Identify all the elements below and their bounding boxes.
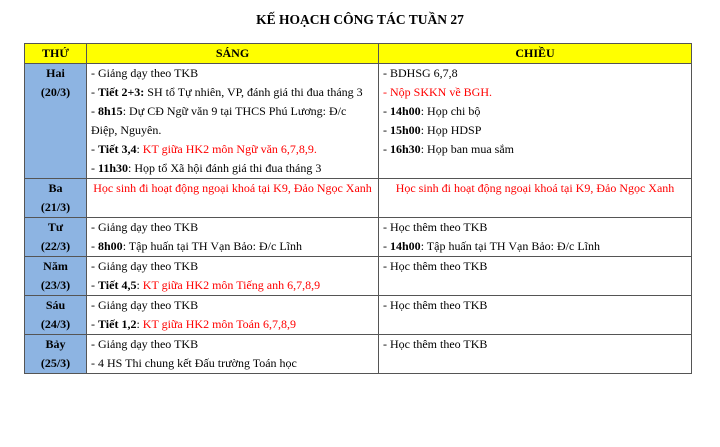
day-cell bbox=[25, 296, 87, 335]
header-row bbox=[25, 44, 692, 64]
schedule-entry bbox=[383, 257, 687, 276]
day-name: Ba bbox=[48, 181, 63, 195]
entry-time: 8h00 bbox=[98, 239, 123, 253]
schedule-entry bbox=[383, 296, 687, 315]
header-morning: SÁNG bbox=[87, 44, 379, 64]
day-cell bbox=[25, 218, 87, 257]
entry-text: - 4 HS Thi chung kết Đấu trường Toán học bbox=[91, 356, 297, 370]
day-date: (24/3) bbox=[40, 317, 71, 331]
entry-text: : Họp chi bộ bbox=[420, 104, 481, 118]
entry-text: - BDHSG 6,7,8 bbox=[383, 66, 458, 80]
weekly-schedule-table bbox=[24, 43, 692, 374]
page-title: KẾ HOẠCH CÔNG TÁC TUẦN 27 bbox=[256, 12, 464, 27]
schedule-entry: - Tiết 3,4: KT giữa HK2 môn Ngữ văn 6,7,8,9. bbox=[91, 142, 317, 156]
afternoon-cell bbox=[379, 257, 692, 296]
entry-text: : Họp tổ Xã hội đánh giá thi đua tháng 3 bbox=[128, 161, 322, 175]
afternoon-cell bbox=[379, 296, 692, 335]
entry-time: 14h00 bbox=[390, 104, 421, 118]
schedule-entry: - 16h30: Họp ban mua sắm bbox=[383, 142, 515, 156]
schedule-entry: - 14h00: Tập huấn tại TH Vạn Bảo: Đ/c Lĩnh bbox=[383, 239, 600, 253]
schedule-body bbox=[25, 64, 692, 374]
entry-text: - Giảng dạy theo TKB bbox=[91, 298, 199, 312]
day-name: Bảy bbox=[45, 337, 66, 351]
afternoon-activity: Học sinh đi hoạt động ngoại khoá tại K9, Đảo Ngọc Xanh bbox=[395, 181, 675, 195]
morning-cell bbox=[87, 179, 379, 218]
entry-time: 14h00 bbox=[390, 239, 421, 253]
table-row bbox=[25, 64, 692, 179]
header-day: THỨ bbox=[25, 44, 87, 64]
day-cell bbox=[25, 257, 87, 296]
header-afternoon: CHIỀU bbox=[379, 44, 692, 64]
entry-text: - Giảng dạy theo TKB bbox=[91, 66, 199, 80]
schedule-entry bbox=[91, 354, 374, 373]
entry-text: - Học thêm theo TKB bbox=[383, 259, 488, 273]
entry-time: Tiết 1,2 bbox=[98, 317, 137, 331]
day-cell bbox=[25, 335, 87, 374]
schedule-entry bbox=[91, 218, 374, 237]
afternoon-cell bbox=[379, 218, 692, 257]
entry-time: 11h30 bbox=[98, 161, 129, 175]
schedule-entry bbox=[383, 64, 687, 83]
day-date: (22/3) bbox=[40, 239, 71, 253]
schedule-entry: - 15h00: Họp HDSP bbox=[383, 123, 482, 137]
entry-text: : Tập huấn tại TH Vạn Bảo: Đ/c Lĩnh bbox=[122, 239, 302, 253]
entry-text: SH tổ Tự nhiên, VP, đánh giá thi đua tháng 3 bbox=[144, 85, 363, 99]
entry-text: : bbox=[136, 278, 143, 292]
entry-highlight: KT giữa HK2 môn Tiếng anh 6,7,8,9 bbox=[142, 278, 321, 292]
entry-time: 8h15 bbox=[98, 104, 123, 118]
entry-text: : Dự CĐ Ngữ văn 9 tại THCS Phú Lương: Đ/c Điệp, Nguyên. bbox=[91, 104, 347, 137]
day-date: (23/3) bbox=[40, 278, 71, 292]
entry-text: - Học thêm theo TKB bbox=[383, 298, 488, 312]
entry-text: : Tập huấn tại TH Vạn Bảo: Đ/c Lĩnh bbox=[420, 239, 600, 253]
entry-text: : bbox=[136, 317, 143, 331]
entry-text: : Họp HDSP bbox=[420, 123, 482, 137]
day-name: Năm bbox=[43, 259, 68, 273]
entry-time: Tiết 2+3: bbox=[98, 85, 145, 99]
schedule-entry bbox=[91, 296, 374, 315]
schedule-entry bbox=[383, 218, 687, 237]
entry-highlight: - Nộp SKKN về BGH. bbox=[383, 85, 492, 99]
entry-text: : bbox=[136, 142, 143, 156]
schedule-entry bbox=[91, 64, 374, 83]
entry-time: Tiết 4,5 bbox=[98, 278, 137, 292]
day-name: Tư bbox=[47, 220, 64, 234]
entry-time: 16h30 bbox=[390, 142, 421, 156]
day-name: Hai bbox=[46, 66, 65, 80]
entry-text: : Họp ban mua sắm bbox=[420, 142, 515, 156]
day-date: (25/3) bbox=[40, 356, 71, 370]
schedule-entry: - 11h30: Họp tổ Xã hội đánh giá thi đua tháng 3 bbox=[91, 161, 322, 175]
day-cell bbox=[25, 64, 87, 179]
schedule-entry bbox=[91, 257, 374, 276]
schedule-entry: - Tiết 1,2: KT giữa HK2 môn Toán 6,7,8,9 bbox=[91, 317, 297, 331]
schedule-entry bbox=[383, 335, 687, 354]
entry-time: Tiết 3,4 bbox=[98, 142, 137, 156]
schedule-entry bbox=[383, 83, 687, 102]
morning-cell bbox=[87, 64, 379, 179]
afternoon-cell bbox=[379, 64, 692, 179]
morning-cell bbox=[87, 218, 379, 257]
morning-cell bbox=[87, 296, 379, 335]
schedule-entry: - Tiết 4,5: KT giữa HK2 môn Tiếng anh 6,7,8,9 bbox=[91, 278, 321, 292]
entry-text: - Học thêm theo TKB bbox=[383, 220, 488, 234]
entry-time: 15h00 bbox=[390, 123, 421, 137]
schedule-entry bbox=[91, 335, 374, 354]
schedule-entry: - 8h15: Dự CĐ Ngữ văn 9 tại THCS Phú Lương: Đ/c Điệp, Nguyên. bbox=[91, 104, 347, 137]
morning-cell bbox=[87, 335, 379, 374]
schedule-entry: - 14h00: Họp chi bộ bbox=[383, 104, 481, 118]
afternoon-cell bbox=[379, 179, 692, 218]
table-row bbox=[25, 218, 692, 257]
table-row bbox=[25, 257, 692, 296]
entry-text: - Học thêm theo TKB bbox=[383, 337, 488, 351]
table-row bbox=[25, 296, 692, 335]
day-date: (20/3) bbox=[40, 85, 71, 99]
schedule-entry: - 8h00: Tập huấn tại TH Vạn Bảo: Đ/c Lĩnh bbox=[91, 239, 302, 253]
table-row bbox=[25, 179, 692, 218]
day-name: Sáu bbox=[45, 298, 66, 312]
entry-highlight: KT giữa HK2 môn Toán 6,7,8,9 bbox=[142, 317, 297, 331]
day-cell bbox=[25, 179, 87, 218]
entry-highlight: KT giữa HK2 môn Ngữ văn 6,7,8,9. bbox=[142, 142, 317, 156]
morning-cell bbox=[87, 257, 379, 296]
day-date: (21/3) bbox=[40, 200, 71, 214]
morning-activity: Học sinh đi hoạt động ngoại khoá tại K9, Đảo Ngọc Xanh bbox=[93, 181, 372, 195]
entry-text: - Giảng dạy theo TKB bbox=[91, 337, 199, 351]
schedule-entry: - Tiết 2+3: SH tổ Tự nhiên, VP, đánh giá thi đua tháng 3 bbox=[91, 85, 363, 99]
entry-text: - Giảng dạy theo TKB bbox=[91, 220, 199, 234]
entry-text: - Giảng dạy theo TKB bbox=[91, 259, 199, 273]
afternoon-cell bbox=[379, 335, 692, 374]
table-row bbox=[25, 335, 692, 374]
